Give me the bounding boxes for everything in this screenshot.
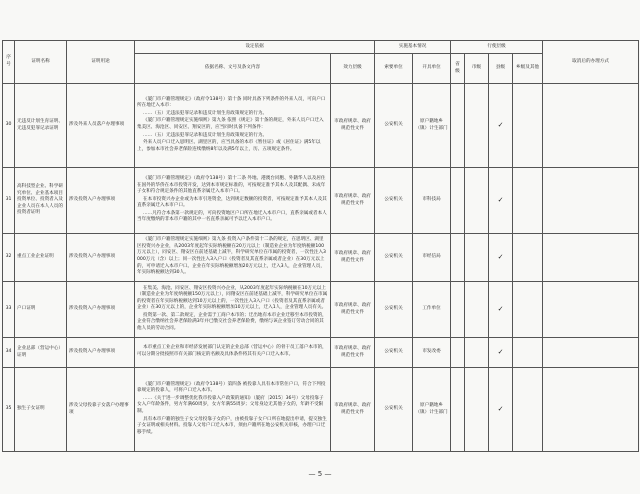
row-level-county-checkmark: ✓: [489, 234, 513, 282]
row-after: [543, 282, 639, 338]
table-row: [3, 338, 639, 368]
header-after: 取消后的办理方式: [543, 41, 639, 84]
row-level-province: [451, 368, 465, 452]
row-subject: 公安机关: [375, 282, 413, 338]
row-issuer: 市经信局: [413, 234, 451, 282]
row-cert-name: 户口证明: [15, 282, 67, 338]
header-cert-use: 证明用途: [67, 41, 135, 84]
header-cert-name: 证明名称: [15, 41, 67, 84]
row-level-province: [451, 168, 465, 234]
row-issuer: 市发改委: [413, 338, 451, 368]
row-seq: 30: [3, 84, 15, 168]
table-row: [3, 368, 639, 452]
basis-paragraph: ……《关于进一步调整优化我市投靠入户政策的通知》（厦府〔2015〕36号）父母投靠子女入户年龄条件，男方年满60周岁，女方年满55周岁；父母身边无其他子女的，年龄不受限制。: [137, 395, 324, 414]
row-effect-level: 市政府规章、政府规范性文件: [331, 338, 375, 368]
basis-paragraph: 《厦门市户籍管理规定》（政府令138号）第四条 被投靠人具有本市常住户口，符合下列投靠规定的投靠人，可将户口迁入本市。: [137, 381, 326, 394]
row-cert-name: 独生子女证明: [15, 368, 67, 452]
basis-paragraph: 《厦门市户籍管理规定实施细则》第九条 依照《规定》第十条的规定，外来人员户口迁入集美区、海沧区、同安区、翔安区的，应当同时具备下列条件：: [137, 118, 324, 130]
header-level-province: 省级: [451, 54, 465, 84]
row-basis: [135, 168, 331, 234]
row-level-county-checkmark: ✓: [489, 168, 513, 234]
row-level-town: [513, 84, 543, 168]
row-cert-use: 涉及投资入户办理事项: [67, 168, 135, 234]
basis-paragraph: 在集美、海沧、同安区、翔安区投资兴办企业，从2003年度起年实际纳税额在10万元以上（制造业企业为年度纳税额150万元以上），同翔安区在前述基础上减半，科学研究单位在市属的投资者在年实际纳税额达到10万元以上的，一次性注入3入户口（投资者及其直系亲属或者企业）在30万元以上的，企业年实际纳税额增加10万元以上，迁入1人，企业管理人员有关。: [137, 285, 328, 311]
row-seq: 34: [3, 338, 15, 368]
row-level-county-checkmark: ✓: [489, 368, 513, 452]
row-level-city: [465, 338, 489, 368]
row-level-county-checkmark: ✓: [489, 338, 513, 368]
row-seq: 33: [3, 282, 15, 338]
row-level-province: [451, 338, 465, 368]
row-after: [543, 338, 639, 368]
header-level-group: 行使层级: [451, 41, 543, 54]
row-cert-name: 高科技型企业、科学研究单位、企业基本项目投资单位、投资者入及企业人员在本人人员的投资者证明: [15, 168, 67, 234]
header-level-city: 市级: [465, 54, 489, 84]
table-row: [3, 168, 639, 234]
row-subject: 公安机关: [375, 168, 413, 234]
row-level-town: [513, 338, 543, 368]
row-level-town: [513, 282, 543, 338]
row-basis: [135, 84, 331, 168]
row-basis: [135, 368, 331, 452]
row-level-city: [465, 368, 489, 452]
row-after: [543, 368, 639, 452]
row-level-county-checkmark: ✓: [489, 282, 513, 338]
row-subject: 公安机关: [375, 368, 413, 452]
row-after: [543, 234, 639, 282]
row-cert-use: 涉及外来人员落户办理事项: [67, 84, 135, 168]
basis-paragraph: ……（五）无违法犯罪记录和违反计划生育政策规定的行为。: [143, 132, 268, 138]
row-effect-level: 市政府规章、政府规范性文件: [331, 234, 375, 282]
row-level-town: [513, 368, 543, 452]
header-subject: 索要单位: [375, 54, 413, 84]
page-number: — 5 —: [308, 470, 332, 478]
table-body: [3, 84, 639, 452]
row-level-county-checkmark: ✓: [489, 84, 513, 168]
row-effect-level: 市政府规章、政府规范性文件: [331, 368, 375, 452]
header-level-county: 县级: [489, 54, 513, 84]
table-row: [3, 282, 639, 338]
header-impl-group: 实施基本情况: [375, 41, 451, 54]
row-subject: 公安机关: [375, 84, 413, 168]
row-level-province: [451, 84, 465, 168]
row-cert-use: 涉及投资入户办理事项: [67, 338, 135, 368]
basis-paragraph: 《厦门市户籍管理规定》（政府令138号）第十条 同时具备下列条件的外来人员，可向户口所在地迁入本市：: [137, 96, 326, 109]
row-cert-use: 涉及父母投靠子女落户办理事项: [67, 368, 135, 452]
row-basis: [135, 282, 331, 338]
basis-paragraph: ……凡符合本条第一款规定的，可向投资地区户口所在地迁入本市户口，直系亲属或者本人当年度缴纳的非本市户籍的其中一名直系亲属可予以迁入本市户口。: [137, 210, 327, 223]
certificate-table: [2, 40, 639, 452]
row-seq: 31: [3, 168, 15, 234]
basis-paragraph: 投资第一款、第二款规定，企业需于工商户本市的；迁出地有本市企业迁移至本市投资的，企业符合缴纳社会养老保险满3年并已缴交社会养老保险费，缴纳与该企业签订劳动合同的其他人员的劳动合同。: [137, 312, 327, 331]
row-issuer: 原户籍地乡（镇）计生部门: [413, 368, 451, 452]
row-cert-name: 无违反计划生育证明、无违反犯罪记录证明: [15, 84, 67, 168]
row-cert-use: 涉及投资入户办理事项: [67, 234, 135, 282]
table-row: [3, 234, 639, 282]
row-effect-level: 市政府规章、政府规范性文件: [331, 282, 375, 338]
row-after: [543, 168, 639, 234]
header-effect-level: 效力层级: [331, 54, 375, 84]
row-basis: [135, 338, 331, 368]
header-basis-group: 设定依据: [135, 41, 375, 54]
row-level-province: [451, 282, 465, 338]
basis-paragraph: 本市重点工业企业和市经济发展部门认定的企业总部（营运中心）的骨干员工落户本市的，可以分期分批按照市有关部门核定的名额及具体条件将其有关户口迁入本市。: [137, 345, 327, 357]
row-subject: 公安机关: [375, 234, 413, 282]
basis-paragraph: 具有本市户籍的独生子女父母投靠子女的户，由被投靠子女户口所在地提出申请，提交独生子女证明或相关材料。投靠人父母户口迁入本市，须由户籍所在地公安机关审核，办理户口迁移手续。: [137, 416, 327, 435]
row-cert-name: 重点工业企业证明: [15, 234, 67, 282]
row-level-province: [451, 234, 465, 282]
header-level-town: 乡级及其他: [513, 54, 543, 84]
header-issuer: 开具单位: [413, 54, 451, 84]
row-effect-level: 市政府规章、政府规范性文件: [331, 168, 375, 234]
table-row: [3, 84, 639, 168]
row-after: [543, 84, 639, 168]
basis-paragraph: 《厦门市户籍管理规定》（政府令138号）第十二条 外地、港澳台同胞、外籍华人以及居住在国外的华侨在本市投资开发，达到本市规定标准的，可按规定准予其本人及其配偶、未成年子女和符合规定条件的其他直系亲属迁入本市户口。: [137, 176, 326, 195]
row-cert-use: 涉及投资入户办理事项: [67, 282, 135, 338]
basis-paragraph: 外来人员户口迁入思明区、湖里区的，应当具备的本市《暂住证》或《居住证》满5年以上，参加本市社会养老保险连续缴纳8年以及满5年以上，历、五项规定条件。: [137, 140, 321, 152]
row-issuer: 市科技局: [413, 168, 451, 234]
row-issuer: 原户籍地乡（镇）计生部门: [413, 84, 451, 168]
row-level-city: [465, 234, 489, 282]
row-subject: 公安机关: [375, 338, 413, 368]
row-issuer: 工作单位: [413, 282, 451, 338]
row-basis: [135, 234, 331, 282]
row-level-city: [465, 168, 489, 234]
row-effect-level: 市政府规章、政府规范性文件: [331, 84, 375, 168]
basis-paragraph: ……（五）无违法犯罪记录和违反计划生育政策规定的行为。: [143, 110, 268, 116]
basis-paragraph: 在本市投资兴办企业或为本市引进资金，达到规定数额的投资者，可按规定准予其本人及其直系亲属迁入本市户口。: [137, 196, 327, 209]
row-cert-name: 企业总部（营运中心）证明: [15, 338, 67, 368]
row-seq: 32: [3, 234, 15, 282]
row-level-city: [465, 282, 489, 338]
row-level-town: [513, 234, 543, 282]
header-seq: 序号: [3, 41, 15, 84]
row-level-town: [513, 168, 543, 234]
header-basis-text: 依据名称、文号及条文内容: [135, 54, 331, 84]
row-level-city: [465, 84, 489, 168]
basis-paragraph: 《厦门市户籍管理规定实施细则》第九条 投资入户条件第十二条的规定，在思明区、湖里区投资兴办企业，从2003年度起年实际纳税额在20万元以上（制造业企业为年度纳税额100万元以上），同安区、翔安区在前述基础上减半，科学研究单位在市属的投资者，一次性注入3000万元（含）以上；同一次性注入3入户口（投资者及其直系亲属或者企业）在30万元以上的，可申请迁入本市户口。企业在年实际纳税额增加20万元以上，迁入3人，企业管理人员，年实际纳税额达到30人。: [137, 237, 326, 276]
row-seq: 35: [3, 368, 15, 452]
